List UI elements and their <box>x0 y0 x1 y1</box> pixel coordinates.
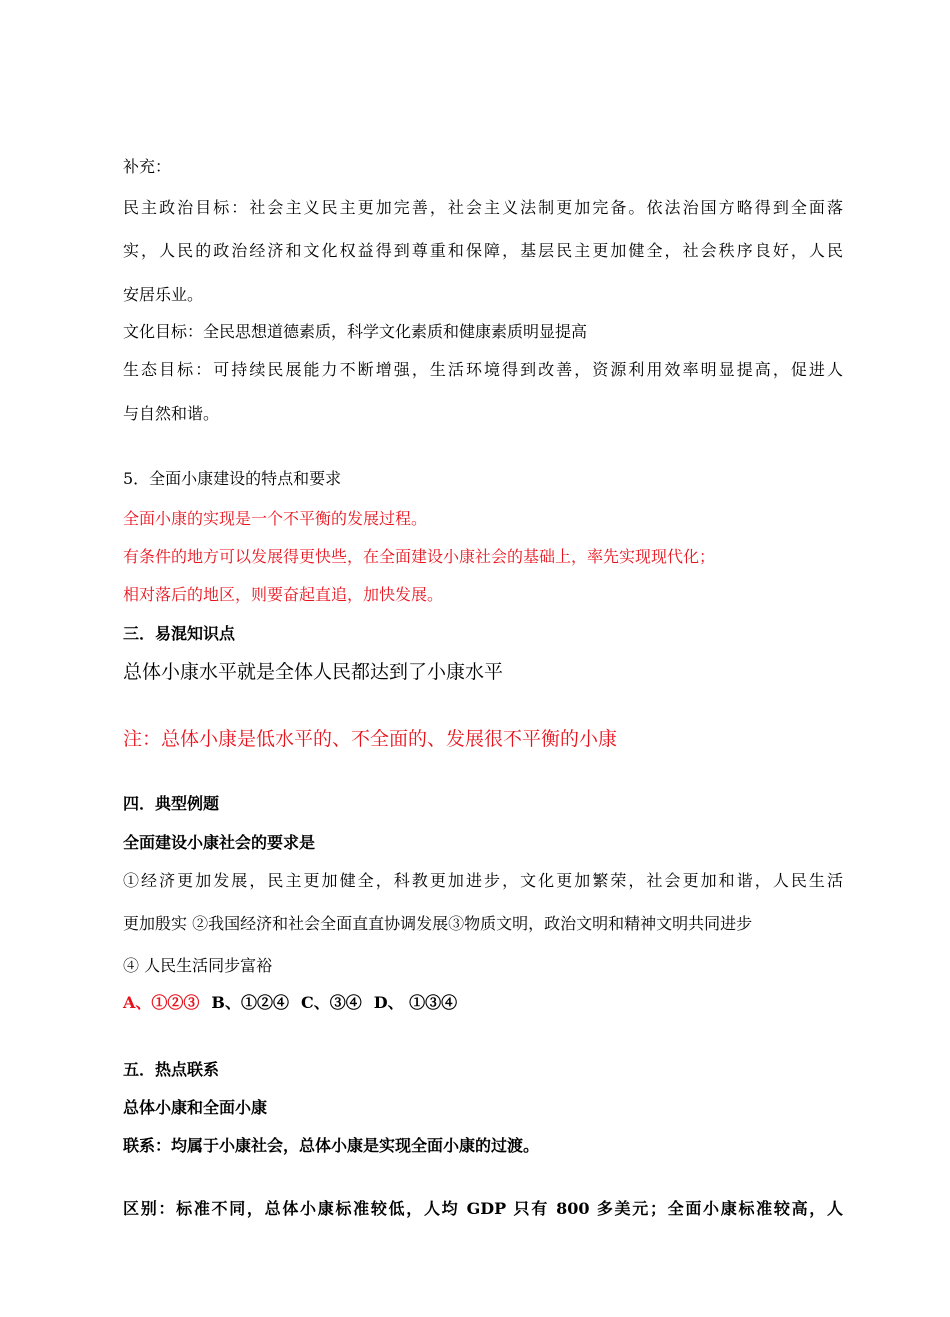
confusing-note: 注：总体小康是低水平的、不全面的、发展很不平衡的小康 <box>123 728 618 750</box>
ecology-goal-line-1: 生态目标：可持续民展能力不断增强，生活环境得到改善，资源利用效率明显提高，促进人 <box>123 360 843 379</box>
confusing-statement: 总体小康水平就是全体人民都达到了小康水平 <box>123 661 504 683</box>
culture-goal: 文化目标：全民思想道德素质，科学文化素质和健康素质明显提高 <box>123 322 588 341</box>
hotspot-subheading: 总体小康和全面小康 <box>123 1098 268 1117</box>
answer-options <box>123 992 457 1014</box>
democracy-goal-line-1: 民主政治目标：社会主义民主更加完善，社会主义法制更加完备。依法治国方略得到全面落 <box>123 198 843 217</box>
example-items-line-1: ①经济更加发展，民主更加健全，科教更加进步，文化更加繁荣，社会更加和谐，人民生活 <box>123 871 843 890</box>
supplement-label: 补充： <box>123 157 172 176</box>
section-5-red-line-2: 有条件的地方可以发展得更快些，在全面建设小康社会的基础上，率先实现现代化； <box>123 547 716 566</box>
section-5-red-line-1: 全面小康的实现是一个不平衡的发展过程。 <box>123 509 428 528</box>
section-5-heading: 5．全面小康建设的特点和要求 <box>123 469 342 488</box>
example-question: 全面建设小康社会的要求是 <box>123 833 316 852</box>
section-5b-heading: 五．热点联系 <box>123 1060 220 1079</box>
ecology-goal-line-2: 与自然和谐。 <box>123 404 220 423</box>
option-c: C、③④ <box>300 993 362 1012</box>
section-3-heading: 三．易混知识点 <box>123 624 236 643</box>
option-a: A、①②③ <box>123 993 200 1012</box>
hotspot-difference: 区别：标准不同，总体小康标准较低，人均 GDP 只有 800 多美元；全面小康标准较高，人 <box>123 1199 843 1218</box>
example-items-line-3: ④ 人民生活同步富裕 <box>123 956 273 975</box>
example-items-line-2: 更加殷实 ②我国经济和社会全面直直协调发展③物质文明，政治文明和精神文明共同进步 <box>123 914 753 933</box>
democracy-goal-line-2: 实，人民的政治经济和文化权益得到尊重和保障，基层民主更加健全，社会秩序良好，人民 <box>123 241 843 260</box>
section-5-red-line-3: 相对落后的地区，则要奋起直追，加快发展。 <box>123 585 444 604</box>
section-4-heading: 四．典型例题 <box>123 794 220 813</box>
democracy-goal-line-3: 安居乐业。 <box>123 285 204 304</box>
option-d: D、 ①③④ <box>373 993 458 1012</box>
option-b: B、①②④ <box>211 993 289 1012</box>
hotspot-relation: 联系：均属于小康社会，总体小康是实现全面小康的过渡。 <box>123 1136 540 1155</box>
